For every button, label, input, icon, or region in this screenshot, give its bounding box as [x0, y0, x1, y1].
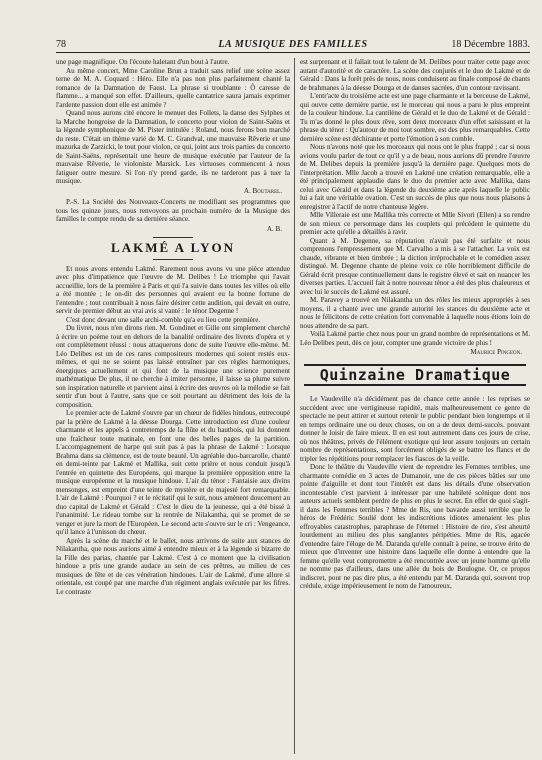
article-paragraph: est surprenant et il fallait tout le talent de M. Delibes pour traiter cette page avec autant d'autorité et de caractère. La scène des conjurés et le duo de Lakmé et de Gérald : Dans la forêt près de nous, nous conduisent au finale composé de chants de brahmanes à la déesse Dourga et de danses sacrées, d'un contour ravissant.	[300, 58, 530, 92]
article-paragraph: L'entr'acte du troisième acte est une page charmante et la berceuse de Lakmé, qui ouvre cette dernière partie, est le morceau qui nous a paru le plus empreint de la couleur hindoue. La cantilène de Gérald et le duo de Lakmé et de Gérald : Tu m'as donné le plus doux rêve, sont deux morceaux d'un effet saisissant et la phrase du ténor : Qu'autour de moi tout sombre, est des plus remarquables. Cette dernière scène est déchirante et porte l'émotion à son comble.	[300, 92, 530, 143]
postscript-paragraph: P.-S. La Société des Nouveaux-Concerts ne modifiant ses programmes que tous les quinze jours, nous renvoyons au prochain numéro de la Musique des familles le compte rendu de sa dernière séance.	[56, 198, 290, 223]
issue-date: 18 Décembre 1883.	[451, 39, 530, 50]
article-paragraph: Le Vaudeville n'a décidément pas de chance cette année : les reprises se succèdent avec une vertigineuse rapidité, mais malheureusement ce genre de spectacle ne peut attirer et surtout retenir le public pendant bien longtemps et il en temps ordinaire une ou deux choses, ou on a de deux demi-succès. pouvant donner le loisir de faire mieux. Il en est tout autrement dans ces jours de crise, où nos théâtres, privés de l'élément exotique qui leur assure toujours un certain nombre de représentations, sont forcément obligés de se battre les flancs et de tripler les répétitions pour remplacer les fiascos de la veille.	[300, 395, 530, 463]
column-rule	[294, 58, 295, 754]
article-paragraph: Et nous avons entendu Lakmé. Rarement nous avons vu une pièce attendue avec plus d'impatience que l'œuvre de M. Delibes ! Le triomphe qui l'avait accueillie, lors de la première à Paris et qui l'a suivie dans toutes les villes où elle a été montée ; le on-dit des personnes qui avaient eu la bonne fortune de l'entendre ; tout contribuait à nous faire désirer cette audition, qui devait en outre, servir de premier début au vrai avis si vanté : le ténor Degenne !	[56, 264, 290, 315]
section-divider	[153, 259, 193, 260]
section-title-lakme: LAKMÉ A LYON	[111, 240, 235, 255]
article-paragraph: Mlle Villeraie est une Mallika très correcte et Mlle Sivori (Ellen) a su rendre de son mieux ce personnage dans les couplets qui précèdent le quintette du premier acte qu'elle a détaillés à ravir.	[300, 211, 530, 236]
article-paragraph: Quand nous aurons cité encore le menuet des Follets, la danse des Sylphes et la Marche hongroise de la Damnation, le concerto pour violon de Saint-Saëns et la légende symphonique de M. Pister intitulée : Roland, nous ferons bon marché du reste. C'était un thème varié de M. C. Grandval, une mauvaise Rêverie et une mazurka de Zarzicki, le tout pour violon, ce qui, joint aux trois parties du concerto de Saint-Saëns, représentait une heure de musique exécutée par l'auteur de la mauvaise Rêverie, le violoniste Marsick. Les virtuoses commencent à nous fatiguer outre mesure. Si l'on n'y prend garde, ils ne tarderont pas à tuer la musique.	[56, 109, 290, 185]
section-title-quinzaine: Quinzaine Dramatique	[304, 364, 526, 387]
article-paragraph: Quant à M. Degenne, sa réputation n'avait pas été surfaite et nous comprenons l'empressement que M. Carvalho a mis à se l'attacher. La voix est chaude, vibrante et bien timbrée ; la diction irréprochable et le comédien assez distingué. M. Degenne chante de pleine voix ce rôle horriblement difficile de Gérald écrit presque continuellement dans le registre élevé et sait en nuancer les diverses parties. L'accueil fait à notre nouveau ténor a été des plus chaleureux et avec lui le succès de Lakmé est assuré.	[300, 236, 530, 296]
article-paragraph: M. Paravey a trouvé en Nilakantha un des rôles les mieux appropriés à ses moyens, il a chanté avec une grande autorité les stances du deuxième acte et nous le félicitons de cette création fort convenable à laquelle nous étions loin de nous attendre de sa part.	[300, 296, 530, 330]
article-paragraph: une page magnifique. On l'écoute haletant d'un bout à l'autre.	[56, 58, 230, 66]
right-column	[300, 58, 530, 754]
article-paragraph: Après la scène du marché et le ballet, nous arrivons de suite aux stances de Nilakantha, que nous aurions aimé à entendre mieux et à la légende si bizarre de la Fille des parias, chantée par Lakmé. C'est à ce moment que la civilisation hindoue a pris une grande audace au sein de ces prêtres, au milieu de ces musiques de fête et de ces vénération hindoues. L'air de Lakmé, d'une allure si orientale, est coupé par une marche d'un régiment anglais exécutée par les fifres. Le contraste	[56, 536, 290, 596]
page-number: 78	[56, 39, 66, 50]
article-paragraph: Donc le théâtre du Vaudeville vient de reprendre les Femmes terribles, une charmante comédie en 3 actes de Dumanoir, une de ces pièces bâties sur une pointe d'aiguille et dont tout l'intérêt est dans les détails d'une observation incontestable c'est parvient à intéresser par une habileté scénique dont nos auteurs actuels semblent perdre de plus en plus le secret. En effet de quoi s'agit-il dans les Femmes terribles ? Mme de Ris, une bavarde aussi terrible que le héros de Frédéric Soulié dont les indiscrétions idiotes amenaient les plus effroyables catastrophes, paraphrase de l'éternel : Histoire de rire, s'est aheurté lourdement au milieu des plus sanglantes péripéties. Mme de Ris, agacée d'entendre faire l'éloge de M. Daranda qu'elle connaît à peine, se trouve érito de mieux que d'inventer une histoire dans laquelle elle donne à entendre que la femme qu'elle veut compromettre a été rencontrée avec un jeune homme qu'elle ne nomme pas d'ailleurs, dans une allée du bois de Boulogne. Or, ce propos indiscret, pour ne pas dire plus, a été entendu par M. Daranda qui, souvent trop crédule, exige impérieusement le nom de l'amoureux,	[300, 463, 530, 590]
article-paragraph: C'est donc devant une salle archi-comble qu'a eu lieu cette première.	[66, 315, 261, 324]
left-column	[56, 58, 290, 754]
author-initials: A. B.	[266, 224, 282, 233]
author-signature: Maurice Pingeon.	[470, 348, 522, 356]
article-paragraph: Le premier acte de Lakmé s'ouvre par un chœur de fidèles hindous, entrecoupé par la prière de Lakmé à la déesse Dourga. Cette introduction est d'une couleur charmante et les appels à contretemps de la flûte et du hautbois, qui lui donnent une fraîcheur toute matinale, en font une des belles pages de la partition. L'accompagnement de harpe qui suit pas à pas la phrase de Lakmé : Lorsque Brahma dans sa clémence, est de toute beauté. Un agréable duo-barcarolle, chanté en demi-teinte par Lakmé et Mallika, suit cette prière et nous conduit jusqu'à l'entrée en quintette des Européens, qui marque la première opposition entre la musique européenne et la musique hindoue. L'air du ténor : Fantaisie aux divins mensonges, est empreint d'une teinte de mystère et de majesté fort remarquable. L'air de Lakmé : Pourquoi ? et le récitatif qui le suit, nous amènent doucement au duo capital de Lakmé et Gérald : C'est le dieu de la jeunesse, qui a été bissé à l'unanimité. Le rideau tombe sur la rentrée de Nilakantha, qui se promet de se venger et jure la mort de l'Européen. Le second acte s'ouvre sur le cri : Vengeance, qu'il lance à l'unisson du chœur.	[56, 409, 290, 536]
author-signature: A. Boutarel.	[243, 186, 282, 195]
article-paragraph: Du livret, nous n'en dirons rien. M. Gondinet et Gille ont simplement cherché à écrire un poème tout en dehors de la banalité ordinaire des livrets d'opéra et y ont complètement réussi : nous attaquerons donc de suite l'œuvre elle-même. M. Léo Delibes est un de ces rares compositeurs modernes qui soient restés eux-mêmes, et qui ne se soient pas laissé entraîner par ces règles harmoniques, énergiques actuellement et qui font de la musique une science purement mathématique De plus, il ne cherche à imiter personne, il laisse sa plume suivre son inspiration naturelle et parvient ainsi à écrire des œuvres où la mélodie se fait sentir d'un bout à l'autre, sans que ce soit pourtant au détriment des lois de la composition.	[56, 324, 290, 409]
article-paragraph: Nous n'avons noté que les morceaux qui nous ont le plus frappé ; car si nous avions voulu parler de tout ce qu'il y a de beau, nous aurions dû prendre l'œuvre de M. Delibes depuis la première jusqu'à la dernière page. Quelques mots de l'interprétation. Mlle Jacob a trouvé en Lakmé une création remarquable, elle a été principalement applaudie dans le duo du premier acte avec Mallika, dans celui avec Gérald et dans la légende du deuxième acte après laquelle le public lui a fait une véritable ovation. C'est un succès de plus que nous nous plaisons à enregistrer à l'actif de notre chanteuse légère.	[300, 143, 530, 211]
publication-title: LA MUSIQUE DES FAMILLES	[218, 39, 368, 50]
page-header	[56, 38, 530, 53]
article-paragraph: Voilà Lakmé partie chez nous pour un grand nombre de représentations et M. Léo Delibes peut, dès ce jour, compter une grande victoire de plus !	[300, 330, 530, 347]
section-divider	[153, 237, 193, 238]
article-paragraph: Au même concert, Mme Caroline Brun a traduit sans relief une scène assez terne de M. A. Coquard : Héro. Elle n'a pas non plus parfaitement chanté la romance de la Damnation de Faust. La phrase si troublante : Ô caresse de flamme... a manqué son effet. D'ailleurs, quelle cantatrice saura jamais exprimer l'ardente passion dont elle est animée ?	[56, 66, 290, 109]
